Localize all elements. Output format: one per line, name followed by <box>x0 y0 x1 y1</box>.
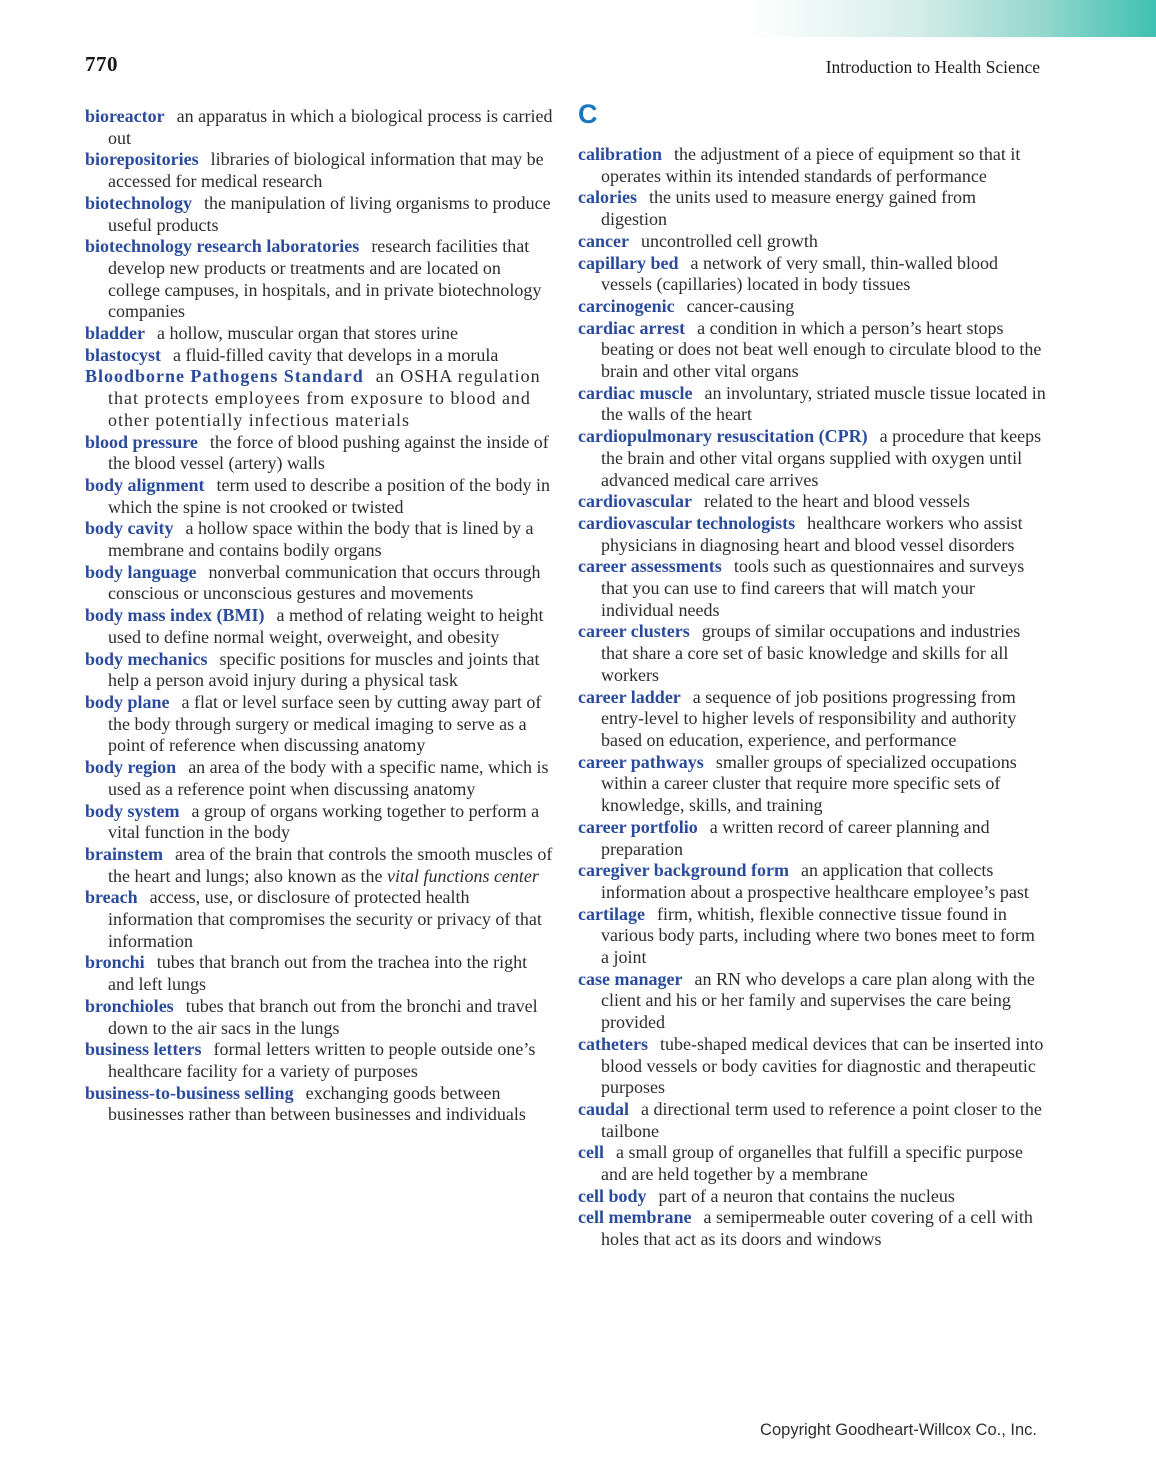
glossary-term: career clusters <box>578 621 690 642</box>
glossary-term: body system <box>85 800 180 821</box>
glossary-term: carcinogenic <box>578 295 675 316</box>
glossary-entry <box>578 144 1046 187</box>
glossary-entry <box>85 518 553 561</box>
glossary-term: biorepositories <box>85 149 199 170</box>
glossary-definition: tubes that branch out from the bronchi and travel down to the air sacs in the lungs <box>108 995 538 1038</box>
glossary-entry <box>85 236 553 323</box>
glossary-entry <box>578 513 1046 556</box>
glossary-term: Bloodborne Pathogens Standard <box>85 366 364 387</box>
glossary-term: cardiopulmonary resuscitation (CPR) <box>578 426 868 447</box>
glossary-entry <box>85 366 553 431</box>
glossary-term: calories <box>578 187 637 208</box>
glossary-definition: the manipulation of living organisms to produce useful products <box>108 192 551 235</box>
glossary-term: career ladder <box>578 686 681 707</box>
glossary-entry <box>578 187 1046 230</box>
glossary-term: bronchi <box>85 952 145 973</box>
glossary-entry <box>578 296 1046 318</box>
glossary-term: career pathways <box>578 751 704 772</box>
glossary-term: business letters <box>85 1039 202 1060</box>
glossary-definition: an application that collects information about a prospective healthcare employee’s past <box>601 860 1029 902</box>
page-number: 770 <box>85 52 118 76</box>
glossary-column-right <box>578 100 1046 1251</box>
glossary-definition: a fluid-filled cavity that develops in a morula <box>173 344 499 365</box>
glossary-entry <box>85 1039 553 1082</box>
glossary-definition: tubes that branch out from the trachea into the right and left lungs <box>108 952 528 995</box>
glossary-definition: the force of blood pushing against the inside of the blood vessel (artery) walls <box>108 431 549 474</box>
glossary-term: catheters <box>578 1033 648 1054</box>
running-title: Introduction to Health Science <box>825 57 1040 77</box>
glossary-term: cardiac muscle <box>578 382 693 403</box>
glossary-entry <box>85 106 553 149</box>
glossary-entry <box>578 904 1046 969</box>
glossary-term: body language <box>85 561 197 582</box>
glossary-definition: firm, whitish, flexible connective tissue found in various body parts, including where two bones meet to form a joint <box>601 903 1035 968</box>
glossary-entry <box>85 1083 553 1126</box>
header-accent-bar <box>748 0 1156 37</box>
glossary-definition: a method of relating weight to height used to define normal weight, overweight, and obesity <box>108 605 544 647</box>
glossary-definition: a procedure that keeps the brain and other vital organs supplied with oxygen until advanced medical care arrives <box>601 426 1042 490</box>
glossary-entry <box>85 475 553 518</box>
glossary-definition: related to the heart and blood vessels <box>704 491 970 512</box>
glossary-term: caregiver background form <box>578 860 789 881</box>
glossary-term: cell body <box>578 1185 647 1206</box>
glossary-term: case manager <box>578 968 683 989</box>
glossary-entry <box>578 1186 1046 1208</box>
glossary-definition-italic: vital functions center <box>386 865 539 886</box>
glossary-definition: a directional term used to reference a point closer to the tailbone <box>601 1098 1042 1141</box>
glossary-entry <box>85 649 553 692</box>
glossary-definition: part of a neuron that contains the nucleus <box>658 1185 955 1206</box>
glossary-definition: the units used to measure energy gained from digestion <box>601 187 977 230</box>
glossary-definition: healthcare workers who assist physicians in diagnosing heart and blood vessel disorders <box>601 512 1023 555</box>
glossary-term: body mechanics <box>85 648 208 669</box>
glossary-definition: a sequence of job positions progressing from entry-level to higher levels of responsibility and authority based on education, experience, and performance <box>601 686 1017 750</box>
glossary-term: biotechnology <box>85 192 193 213</box>
glossary-term: calibration <box>578 144 662 164</box>
glossary-term: bladder <box>85 323 146 344</box>
glossary-term: cartilage <box>578 903 645 924</box>
glossary-term: body plane <box>85 691 170 712</box>
glossary-term: biotechnology research laboratories <box>85 236 360 257</box>
glossary-term: bronchioles <box>85 995 174 1016</box>
glossary-term: body cavity <box>85 518 174 539</box>
glossary-term: caudal <box>578 1098 630 1119</box>
glossary-definition: cancer-causing <box>686 295 795 316</box>
glossary-definition: research facilities that develop new products or treatments and are located on college campuses, in hospitals, and in private biotechnology companies <box>108 236 542 322</box>
glossary-entry <box>85 996 553 1039</box>
glossary-entry <box>85 605 553 648</box>
glossary-definition: formal letters written to people outside one’s healthcare facility for a variety of purposes <box>108 1039 536 1081</box>
glossary-definition: a hollow space within the body that is lined by a membrane and contains bodily organs <box>108 518 534 561</box>
glossary-term: career assessments <box>578 556 722 577</box>
glossary-term: capillary bed <box>578 252 679 273</box>
glossary-definition: specific positions for muscles and joints that help a person avoid injury during a physical task <box>108 648 540 691</box>
glossary-definition: libraries of biological information that may be accessed for medical research <box>108 149 544 192</box>
glossary-term: body alignment <box>85 474 205 495</box>
glossary-definition: access, use, or disclosure of protected health information that compromises the security or privacy of that information <box>108 887 542 951</box>
glossary-term: breach <box>85 887 138 908</box>
glossary-term: cell <box>578 1142 604 1163</box>
glossary-entry <box>578 426 1046 491</box>
glossary-entry <box>85 562 553 605</box>
glossary-entry <box>578 817 1046 860</box>
glossary-term: career portfolio <box>578 816 698 837</box>
glossary-term: blastocyst <box>85 344 161 365</box>
glossary-entry <box>578 752 1046 817</box>
glossary-entry <box>85 887 553 952</box>
glossary-term: cancer <box>578 230 629 251</box>
glossary-entry <box>578 860 1046 903</box>
glossary-entry <box>578 318 1046 383</box>
glossary-definition: a network of very small, thin-walled blood vessels (capillaries) located in body tissues <box>601 252 998 295</box>
glossary-entry <box>578 491 1046 513</box>
glossary-entry <box>85 149 553 192</box>
glossary-entry <box>85 323 553 345</box>
glossary-term: body mass index (BMI) <box>85 605 265 626</box>
glossary-definition: a written record of career planning and preparation <box>601 816 990 859</box>
glossary-term: body region <box>85 757 177 778</box>
glossary-term: cardiovascular <box>578 491 692 512</box>
glossary-entry <box>578 1034 1046 1099</box>
glossary-entry <box>578 383 1046 426</box>
glossary-entry <box>85 193 553 236</box>
glossary-term: cell membrane <box>578 1207 692 1228</box>
glossary-entry <box>578 556 1046 621</box>
glossary-definition: a hollow, muscular organ that stores urine <box>157 323 458 344</box>
glossary-definition: an apparatus in which a biological process is carried out <box>108 106 553 148</box>
glossary-entry <box>578 1207 1046 1250</box>
glossary-entry <box>85 757 553 800</box>
glossary-entry <box>85 952 553 995</box>
glossary-entry <box>578 253 1046 296</box>
glossary-definition: an RN who develops a care plan along with the client and his or her family and supervises the care being provided <box>601 968 1035 1033</box>
glossary-definition: a flat or level surface seen by cutting away part of the body through surgery or medical imaging to serve as a point of reference when discussing anatomy <box>108 691 542 756</box>
glossary-entry <box>85 345 553 367</box>
glossary-definition: groups of similar occupations and industries that share a core set of basic knowledge and skills for all workers <box>601 621 1021 685</box>
glossary-definition: an area of the body with a specific name, which is used as a reference point when discussing anatomy <box>108 757 549 799</box>
glossary-entry <box>578 1099 1046 1142</box>
glossary-term: cardiovascular technologists <box>578 512 796 533</box>
glossary-definition: the adjustment of a piece of equipment so that it operates within its intended standards of performance <box>601 144 1021 186</box>
glossary-definition: tube-shaped medical devices that can be inserted into blood vessels or body cavities for diagnostic and therapeutic purposes <box>601 1033 1044 1098</box>
glossary-entries-c <box>578 144 1046 1251</box>
glossary-definition: area of the brain that controls the smooth muscles of the heart and lungs; also known as the <box>108 843 553 886</box>
glossary-entry <box>85 801 553 844</box>
glossary-entry <box>85 692 553 757</box>
glossary-column-left <box>85 106 553 1126</box>
glossary-entry <box>578 231 1046 253</box>
glossary-definition: smaller groups of specialized occupations within a career cluster that require more specific sets of knowledge, skills, and training <box>601 751 1017 816</box>
glossary-term: business-to-business selling <box>85 1082 294 1103</box>
glossary-entry <box>85 844 553 887</box>
glossary-definition: a small group of organelles that fulfill a specific purpose and are held together by a membrane <box>601 1142 1024 1185</box>
glossary-term: cardiac arrest <box>578 317 686 338</box>
glossary-definition: uncontrolled cell growth <box>640 230 818 251</box>
section-letter-c: C <box>578 99 598 129</box>
glossary-definition: a condition in which a person’s heart stops beating or does not beat well enough to circulate blood to the brain and other vital organs <box>601 317 1042 382</box>
glossary-definition: nonverbal communication that occurs through conscious or unconscious gestures and movements <box>108 561 541 604</box>
glossary-term: blood pressure <box>85 431 198 452</box>
glossary-definition: an OSHA regulation that protects employees from exposure to blood and other potentially infectious materials <box>108 366 541 430</box>
glossary-entry <box>578 687 1046 752</box>
glossary-definition: term used to describe a position of the body in which the spine is not crooked or twisted <box>108 474 550 517</box>
glossary-definition: an involuntary, striated muscle tissue located in the walls of the heart <box>601 382 1046 425</box>
glossary-entry <box>578 969 1046 1034</box>
glossary-definition: a group of organs working together to perform a vital function in the body <box>108 800 540 843</box>
glossary-definition: exchanging goods between businesses rather than between businesses and individuals <box>108 1082 526 1125</box>
glossary-term: bioreactor <box>85 106 165 126</box>
glossary-definition: tools such as questionnaires and surveys that you can use to find careers that will match your individual needs <box>601 556 1025 620</box>
glossary-definition: a semipermeable outer covering of a cell with holes that act as its doors and windows <box>601 1207 1033 1250</box>
glossary-entry <box>578 1142 1046 1185</box>
glossary-term: brainstem <box>85 843 163 864</box>
glossary-entry <box>85 432 553 475</box>
glossary-entry <box>578 621 1046 686</box>
copyright-notice: Copyright Goodheart-Willcox Co., Inc. <box>760 1421 1037 1439</box>
